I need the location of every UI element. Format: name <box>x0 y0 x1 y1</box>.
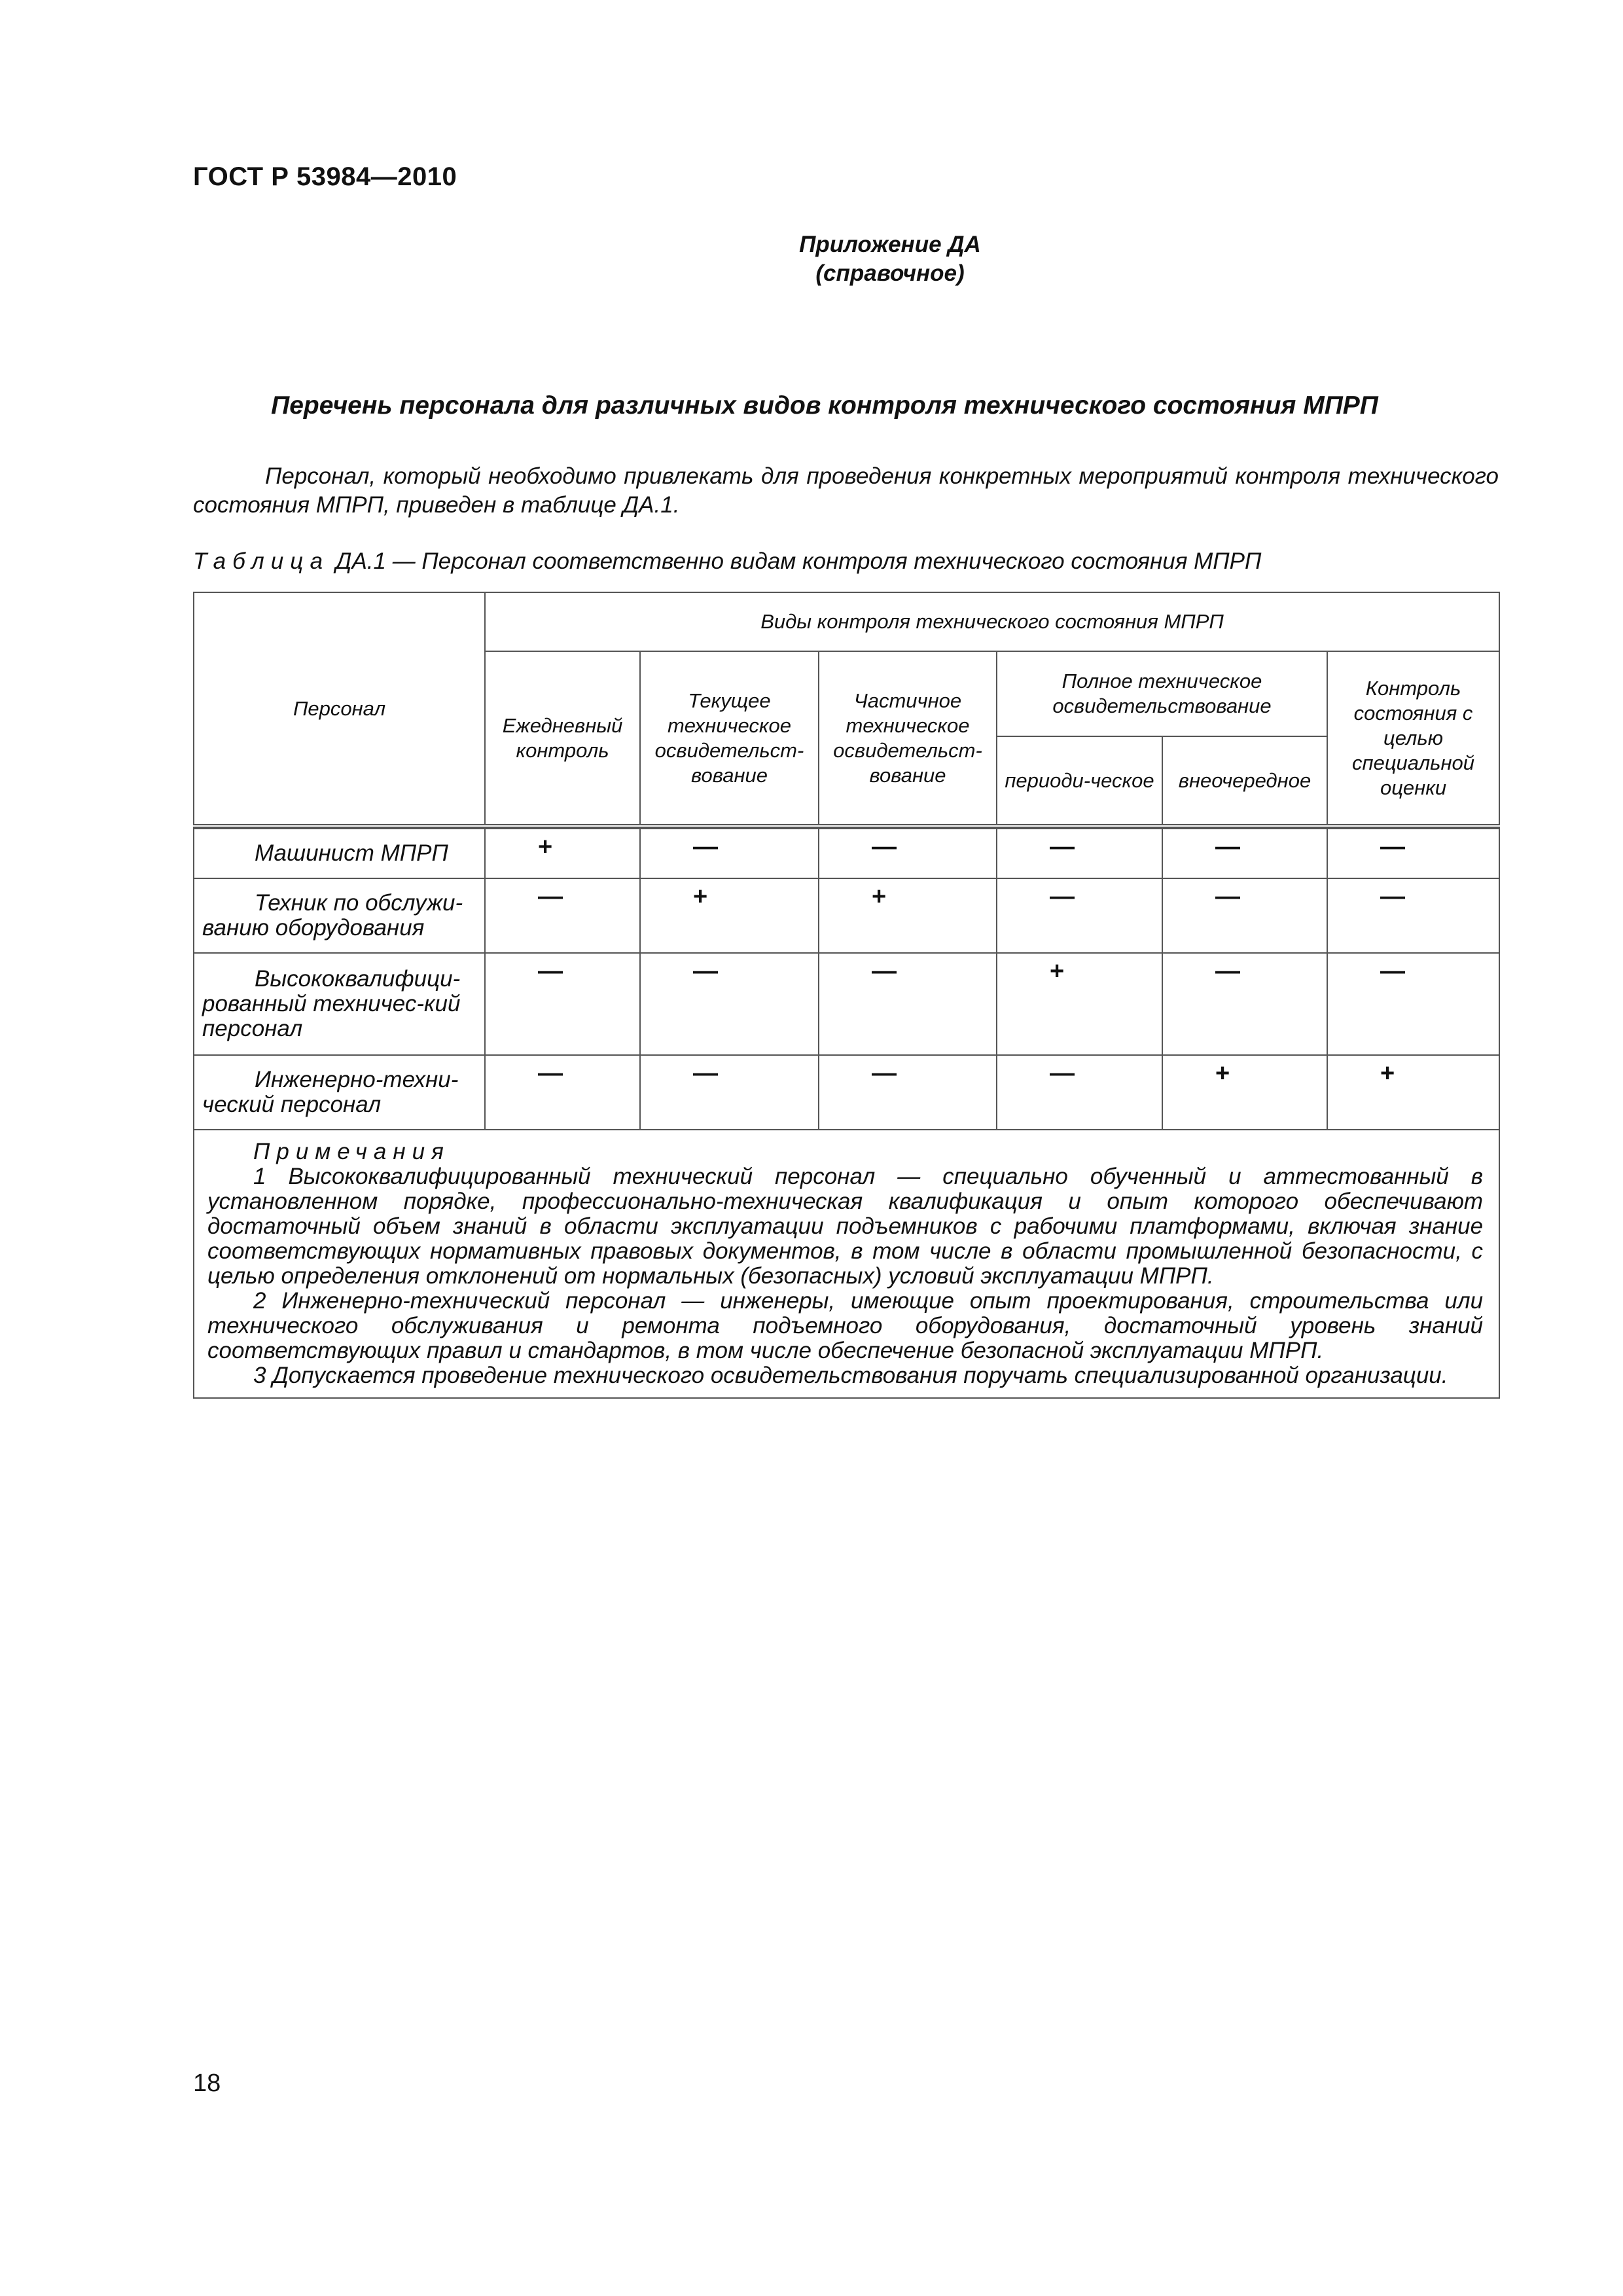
header-daily: Ежедневный контроль <box>485 651 640 826</box>
table-row <box>194 829 1499 878</box>
table-caption-text: ДА.1 — Персонал соответственно видам контроля технического состояния МПРП <box>329 548 1262 574</box>
table-caption-prefix: Таблица <box>193 548 330 574</box>
annex-title: Приложение ДА <box>799 232 981 257</box>
section-title: Перечень персонала для различных видов контроля технического состояния МПРП <box>271 391 1378 420</box>
personnel-name-cont: ческий персонал <box>202 1092 382 1117</box>
table-notes <box>194 1130 1499 1398</box>
note-item: 3 Допускается проведение технического освидетельствования поручать специализированной организации. <box>253 1363 1448 1388</box>
mark-cell: — <box>1162 829 1327 878</box>
mark-cell: — <box>1327 953 1499 1055</box>
mark-cell: — <box>485 1055 640 1130</box>
personnel-name: Машинист МПРП <box>255 840 448 866</box>
mark-cell: — <box>819 829 997 878</box>
mark-cell: + <box>640 878 819 953</box>
notes-title: Примечания <box>253 1139 450 1164</box>
header-extraordinary: внеочередное <box>1162 736 1327 826</box>
personnel-name: Техник по обслужи- <box>255 890 463 916</box>
table-caption <box>193 548 1261 575</box>
mark-cell: — <box>997 1055 1162 1130</box>
mark-cell: — <box>819 953 997 1055</box>
mark-cell: + <box>485 829 640 878</box>
mark-cell: + <box>819 878 997 953</box>
header-periodic: периоди-ческое <box>997 736 1162 826</box>
mark-cell: — <box>1327 878 1499 953</box>
personnel-name-cont: рованный техничес-кий персонал <box>202 991 461 1041</box>
header-partial: Частичное техническое освидетельст-вование <box>819 651 997 826</box>
header-personnel: Персонал <box>194 592 485 826</box>
personnel-cell <box>194 829 485 878</box>
mark-cell: — <box>1327 829 1499 878</box>
mark-cell: — <box>485 953 640 1055</box>
document-code: ГОСТ Р 53984—2010 <box>193 162 457 191</box>
personnel-name: Высококвалифици- <box>255 966 461 992</box>
mark-cell: + <box>1327 1055 1499 1130</box>
personnel-cell <box>194 1055 485 1130</box>
header-full: Полное техническое освидетельствование <box>997 651 1327 736</box>
annex-type: (справочное) <box>815 260 965 286</box>
page-number: 18 <box>193 2070 221 2097</box>
mark-cell: — <box>997 878 1162 953</box>
mark-cell: — <box>1162 953 1327 1055</box>
header-current: Текущее техническое освидетельст-вование <box>640 651 819 826</box>
personnel-name-cont: ванию оборудования <box>202 915 425 941</box>
mark-cell: — <box>640 829 819 878</box>
note-item: 2 Инженерно-технический персонал — инженеры, имеющие опыт проектирования, строительства или технического обслуживания и ремонта подъемного оборудования, достаточный уровень знаний соответствующих правил и стандартов, в том числе обеспечение безопасной эксплуатации МПРП. <box>207 1288 1484 1363</box>
table-row <box>194 878 1499 953</box>
header-special: Контроль состояния с целью специальной оценки <box>1327 651 1499 826</box>
table-row <box>194 1055 1499 1130</box>
personnel-cell <box>194 953 485 1055</box>
table-row <box>194 953 1499 1055</box>
mark-cell: — <box>1162 878 1327 953</box>
personnel-table <box>193 592 1500 1399</box>
mark-cell: — <box>485 878 640 953</box>
note-item: 1 Высококвалифицированный технический персонал — специально обученный и аттестованный в установленном порядке, профессионально-техническая квалификация и опыт которого обеспечивают достаточный объем знаний в области эксплуатации подъемников с рабочими платформами, включая знание соответствующих нормативных правовых документов, в том числе в области промышленной безопасности, с целью определения отклонений от нормальных (безопасных) условий эксплуатации МПРП. <box>207 1164 1484 1289</box>
mark-cell: — <box>997 829 1162 878</box>
mark-cell: — <box>640 1055 819 1130</box>
mark-cell: — <box>640 953 819 1055</box>
mark-cell: + <box>1162 1055 1327 1130</box>
personnel-name: Инженерно-техни- <box>255 1067 459 1092</box>
intro-paragraph: Персонал, который необходимо привлекать для проведения конкретных мероприятий контроля технического состояния МПРП, приведен в таблице ДА.1. <box>193 463 1499 518</box>
personnel-cell <box>194 878 485 953</box>
header-control-types: Виды контроля технического состояния МПРП <box>485 592 1499 651</box>
mark-cell: + <box>997 953 1162 1055</box>
mark-cell: — <box>819 1055 997 1130</box>
